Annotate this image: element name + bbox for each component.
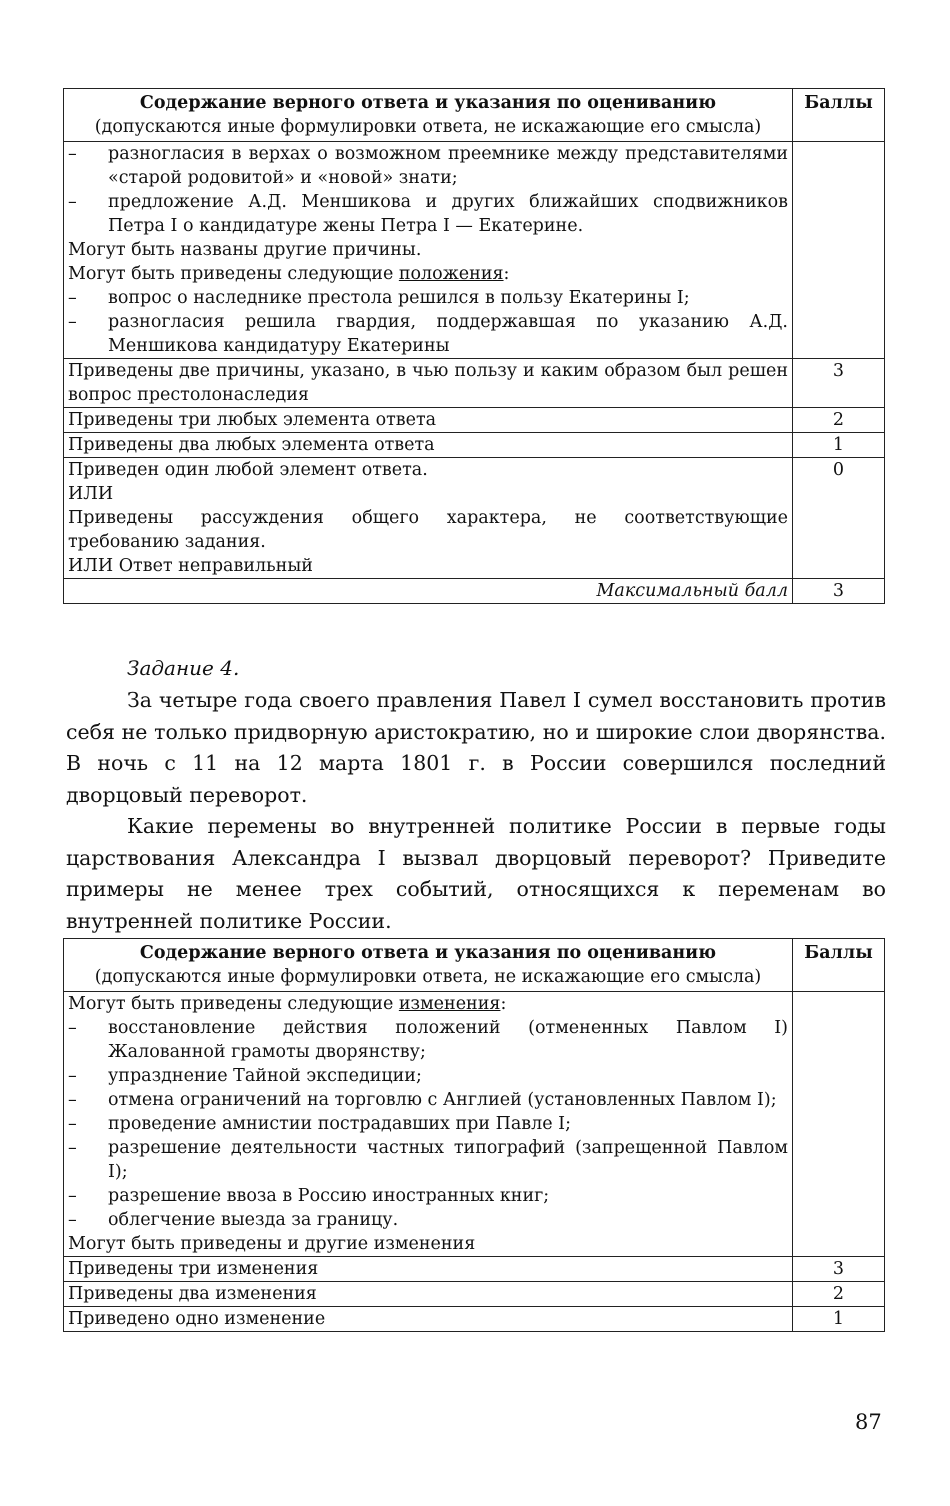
table-row: Приведены три любых элемента ответа 2: [64, 408, 885, 433]
header-title: Содержание верного ответа и указания по оцениванию: [139, 943, 717, 963]
table-header-content: [64, 939, 793, 992]
table-header-content: [64, 89, 793, 142]
list-item: – разрешение ввоза в Россию иностранных книг;: [68, 1186, 550, 1206]
empty-score-cell: [793, 142, 885, 359]
list-item: – восстановление действия положений (отмененных Павлом I) Жалованной грамоты дворянству;: [68, 1018, 788, 1062]
note: Могут быть приведены следующие положения:: [68, 264, 510, 284]
note: Могут быть названы другие причины.: [68, 240, 422, 260]
list-item: – разрешение деятельности частных типографий (запрещенной Павлом I);: [68, 1138, 788, 1182]
table-row: Приведены два любых элемента ответа 1: [64, 433, 885, 458]
table-row: Приведены три изменения 3: [64, 1257, 885, 1282]
header-subtitle: (допускаются иные формулировки ответа, не искажающие его смысла): [94, 967, 762, 987]
criteria-table-2: [63, 938, 885, 1332]
list-item: – упразднение Тайной экспедиции;: [68, 1066, 422, 1086]
list-item: – предложение А.Д. Меншикова и других ближайших сподвижников Петра I о кандидатуре жены Петра I — Екатерине.: [68, 192, 788, 236]
list-item: – разногласия в верхах о возможном преемнике между представителями «старой родовитой» и «новой» знати;: [68, 144, 788, 188]
criteria-table-1: [63, 88, 885, 604]
task-title: Задание 4.: [127, 656, 240, 680]
page-number: 87: [855, 1410, 882, 1434]
list-item: – вопрос о наследнике престола решился в пользу Екатерины I;: [68, 288, 690, 308]
answer-content: [64, 142, 793, 359]
table-row: Приведены два изменения 2: [64, 1282, 885, 1307]
header-title: Содержание верного ответа и указания по оцениванию: [139, 93, 717, 113]
table-row: Приведены две причины, указано, в чью пользу и каким образом был решен вопрос престолонаследия 3: [64, 359, 885, 408]
table-row: Приведен один любой элемент ответа. ИЛИ Приведены рассуждения общего характера, не соответствующие требованию задания. ИЛИ Ответ неправильный 0: [64, 458, 885, 579]
answer-content: [64, 992, 793, 1257]
list-item: – разногласия решила гвардия, поддержавшая по указанию А.Д. Меншикова кандидатуру Екатерины: [68, 312, 788, 356]
table-header-score: Баллы: [793, 939, 885, 992]
empty-score-cell: [793, 992, 885, 1257]
list-item: – облегчение выезда за границу.: [68, 1210, 399, 1230]
note: Могут быть приведены следующие изменения:: [68, 994, 507, 1014]
list-item: – проведение амнистии пострадавших при Павле I;: [68, 1114, 571, 1134]
task-question: Какие перемены во внутренней политике России в первые годы царствования Александра I вызвал дворцовый переворот? Приведите примеры не менее трех событий, относящихся к переменам во внутренней политике России.: [66, 814, 886, 933]
max-score-row: Максимальный балл 3: [64, 579, 885, 604]
task-paragraph: За четыре года своего правления Павел I сумел восстановить против себя не только придворную аристократию, но и широкие слои дворянства. В ночь с 11 на 12 марта 1801 г. в России совершился последний дворцовый переворот.: [66, 688, 886, 807]
list-item: – отмена ограничений на торговлю с Англией (установленных Павлом I);: [68, 1090, 777, 1110]
header-subtitle: (допускаются иные формулировки ответа, не искажающие его смысла): [94, 117, 762, 137]
table-header-score: Баллы: [793, 89, 885, 142]
table-row: Приведено одно изменение 1: [64, 1307, 885, 1332]
note: Могут быть приведены и другие изменения: [68, 1234, 476, 1254]
